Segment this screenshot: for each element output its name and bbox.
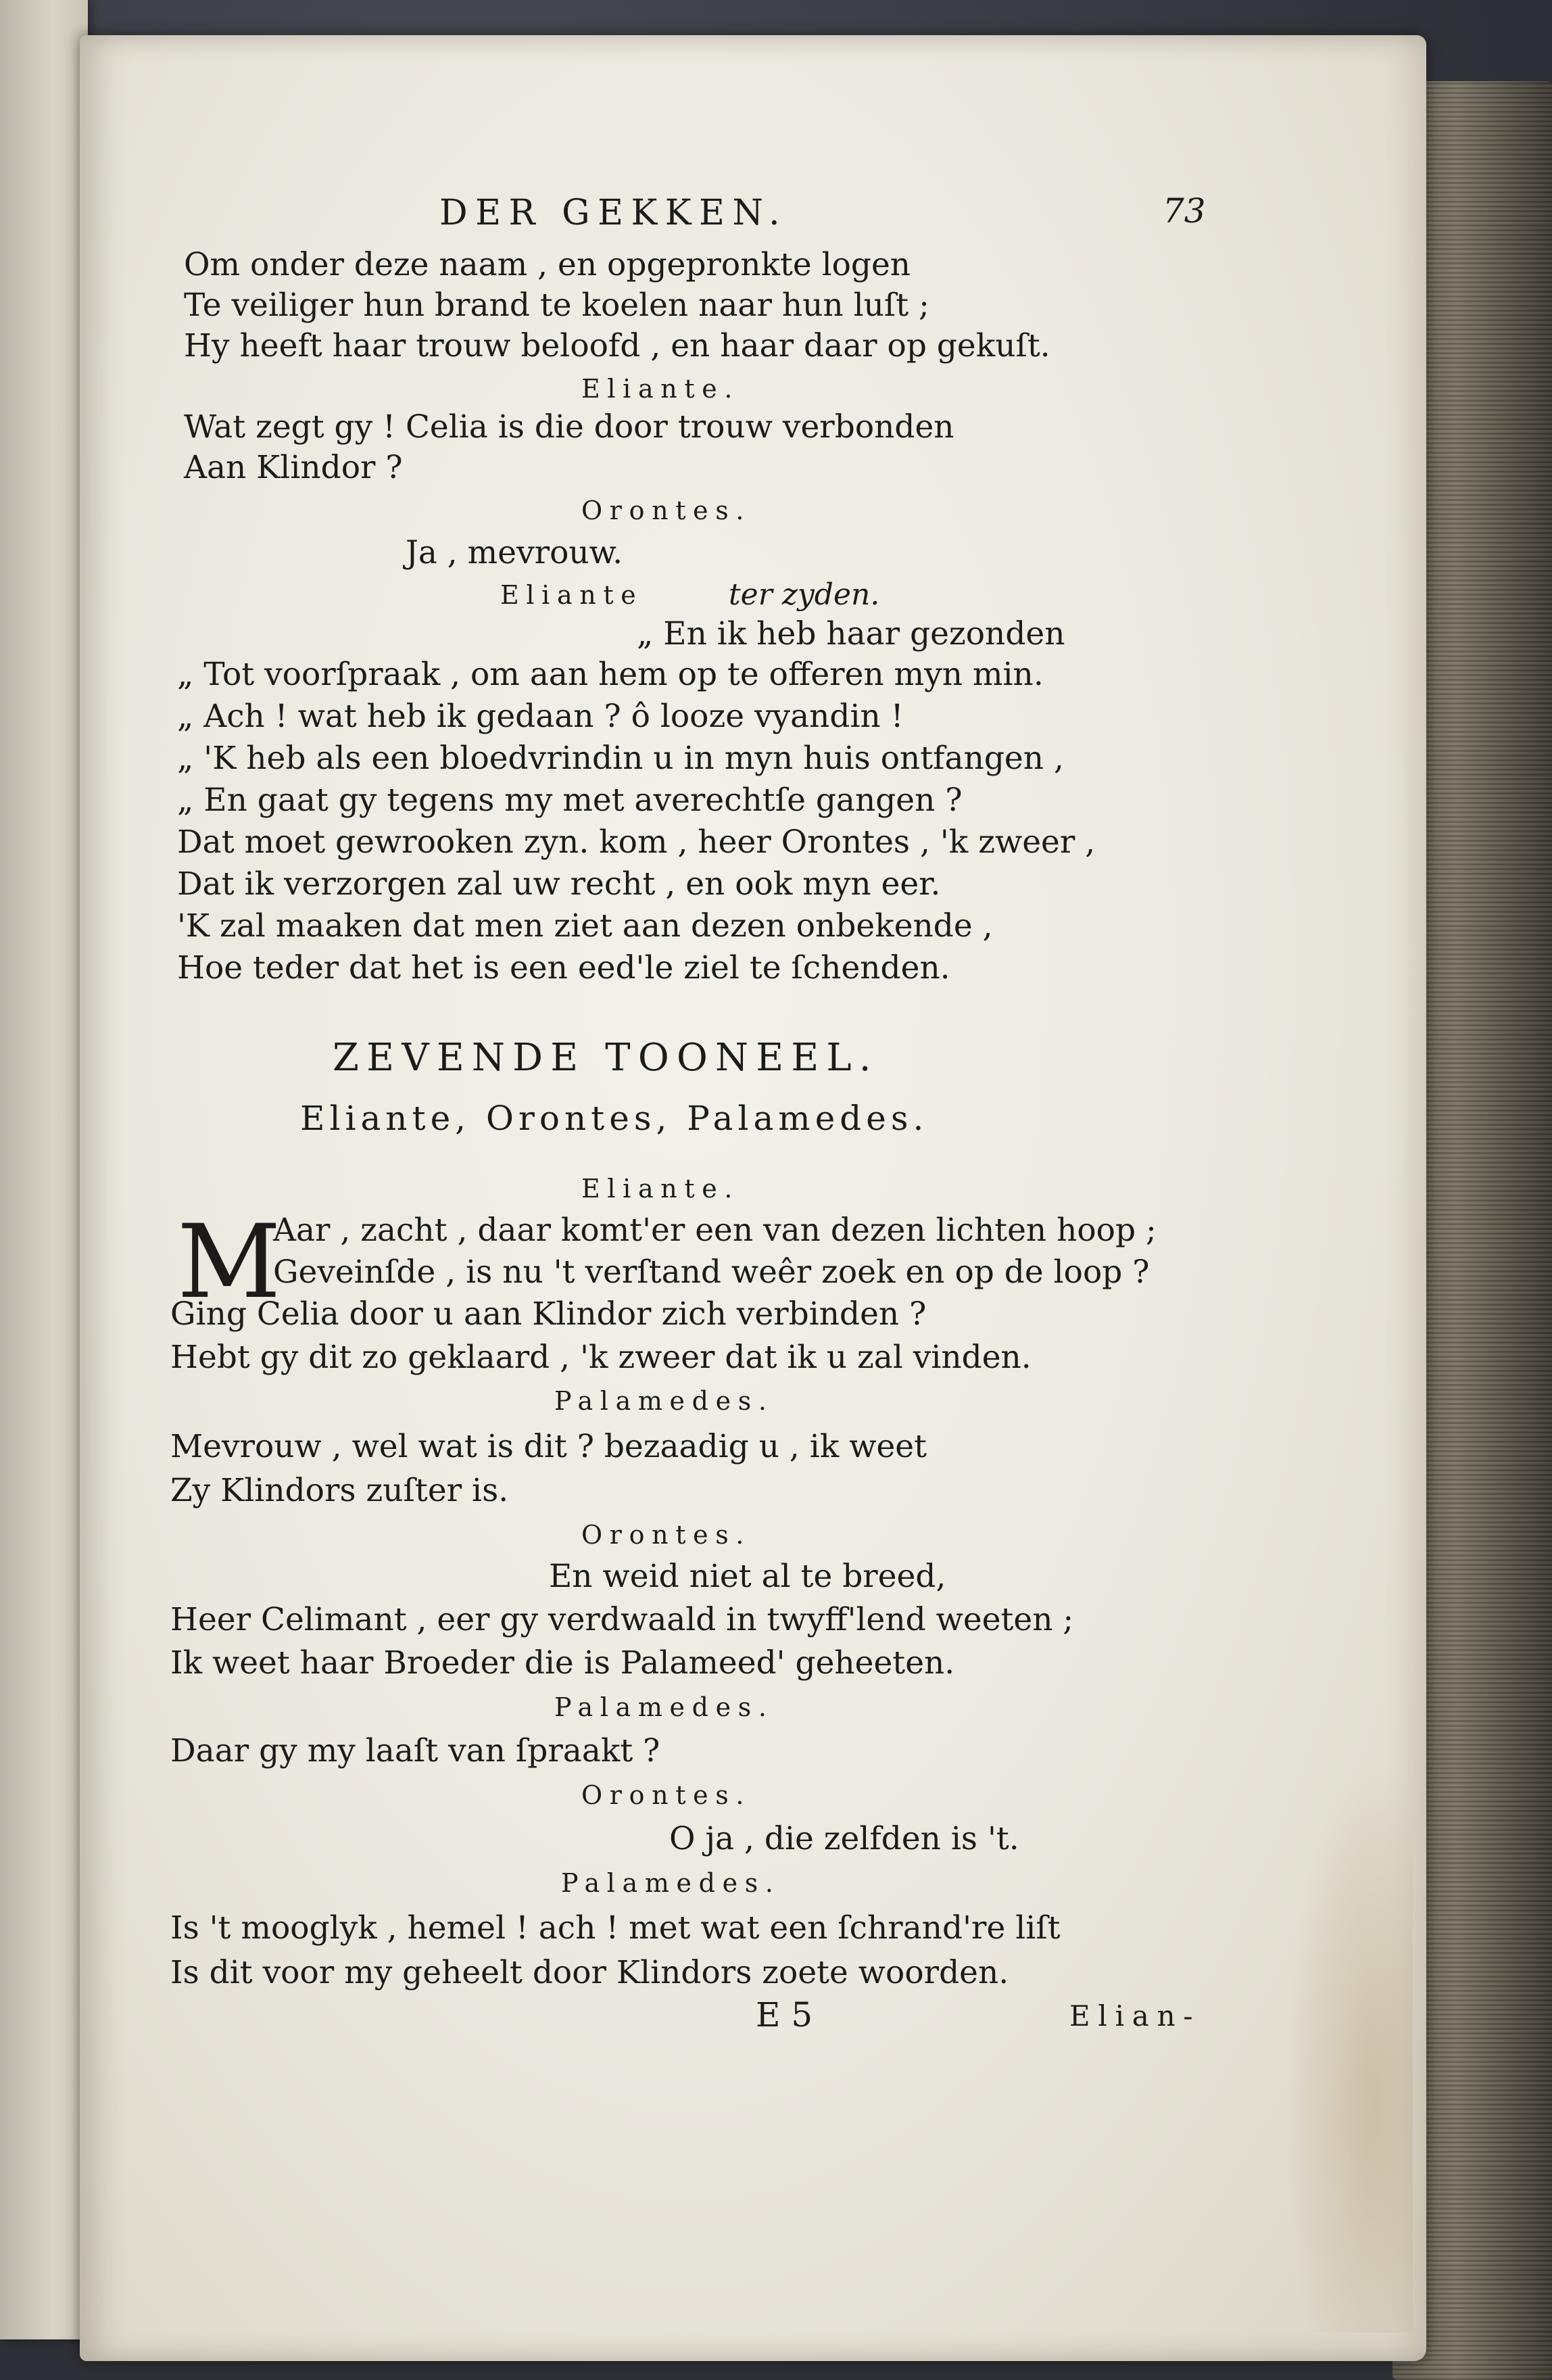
verse-line: Aan Klindor ?	[184, 449, 403, 486]
verse-line: Hy heeft haar trouw beloofd , en haar daar op gekuſt.	[184, 327, 1050, 364]
verse-line: O ja , die zelfden is 't.	[669, 1820, 1019, 1857]
verse-line: 'K zal maaken dat men ziet aan dezen onbekende ,	[177, 907, 993, 945]
verse-line: Geveinſde , is nu 't verſtand weêr zoek en op de loop ?	[273, 1254, 1150, 1291]
verse-line: Wat zegt gy ! Celia is die door trouw verbonden	[184, 408, 954, 446]
verse-line: Heer Celimant , eer gy verdwaald in twyff'lend weeten ;	[170, 1601, 1074, 1638]
verse-line: „ Tot voorſpraak , om aan hem op te offeren myn min.	[177, 656, 1044, 693]
speaker-name: Palamedes.	[554, 1386, 774, 1416]
verse-line: Ja , mevrouw.	[406, 534, 623, 571]
verse-line: „ En ik heb haar gezonden	[637, 615, 1065, 652]
stage-direction: ter zyden.	[729, 577, 880, 612]
verse-line: Is dit voor my geheelt door Klindors zoete woorden.	[170, 1954, 1009, 1991]
verse-line: „ 'K heb als een bloedvrindin u in myn huis ontfangen ,	[177, 740, 1064, 777]
speaker-name: Palamedes.	[554, 1692, 774, 1722]
scene-title: ZEVENDE TOONEEL.	[333, 1036, 879, 1080]
catchword: Elian-	[1069, 1999, 1201, 2032]
verse-line: Dat moet gewrooken zyn. kom , heer Orontes , 'k zweer ,	[177, 824, 1096, 861]
signature-mark: E 5	[756, 1995, 813, 2034]
verse-line: Zy Klindors zuſter is.	[170, 1472, 509, 1509]
scene-cast: Eliante, Orontes, Palamedes.	[300, 1099, 929, 1138]
verse-line: Hoe teder dat het is een eed'le ziel te ſchenden.	[177, 949, 950, 986]
speaker-name: Eliante.	[581, 374, 740, 404]
speaker-name: Orontes.	[581, 1520, 752, 1550]
verse-line: Ik weet haar Broeder die is Palameed' geheeten.	[170, 1644, 955, 1682]
verse-line: Mevrouw , wel wat is dit ? bezaadig u , ik weet	[170, 1428, 927, 1465]
verse-line: Ging Celia door u aan Klindor zich verbinden ?	[170, 1295, 927, 1333]
verse-line: „ En gaat gy tegens my met averechtſe gangen ?	[177, 782, 963, 819]
verse-line: Te veiliger hun brand te koelen naar hun luſt ;	[184, 287, 929, 324]
speaker-name: Orontes.	[581, 496, 752, 525]
running-title: DER GEKKEN.	[439, 193, 788, 233]
verse-line: „ Ach ! wat heb ik gedaan ? ô looze vyandin !	[177, 698, 904, 735]
drop-cap: M	[177, 1204, 281, 1321]
verse-line: Hebt gy dit zo geklaard , 'k zweer dat ik u zal vinden.	[170, 1339, 1032, 1376]
verse-line: Om onder deze naam , en opgepronkte logen	[184, 246, 911, 283]
speaker-name: Palamedes.	[561, 1868, 781, 1898]
verse-line: En weid niet al te breed,	[549, 1558, 946, 1595]
page-number: 73	[1163, 191, 1206, 231]
speaker-name: Eliante.	[581, 1174, 740, 1204]
verse-line: Daar gy my laaſt van ſpraakt ?	[170, 1732, 660, 1769]
verse-line: Aar , zacht , daar komt'er een van dezen lichten hoop ;	[273, 1212, 1157, 1249]
speaker-name: Eliante	[500, 580, 644, 610]
verse-line: Dat ik verzorgen zal uw recht , en ook myn eer.	[177, 865, 941, 903]
speaker-name: Orontes.	[581, 1780, 752, 1810]
verse-line: Is 't mooglyk , hemel ! ach ! met wat een ſchrand're liſt	[170, 1909, 1061, 1947]
